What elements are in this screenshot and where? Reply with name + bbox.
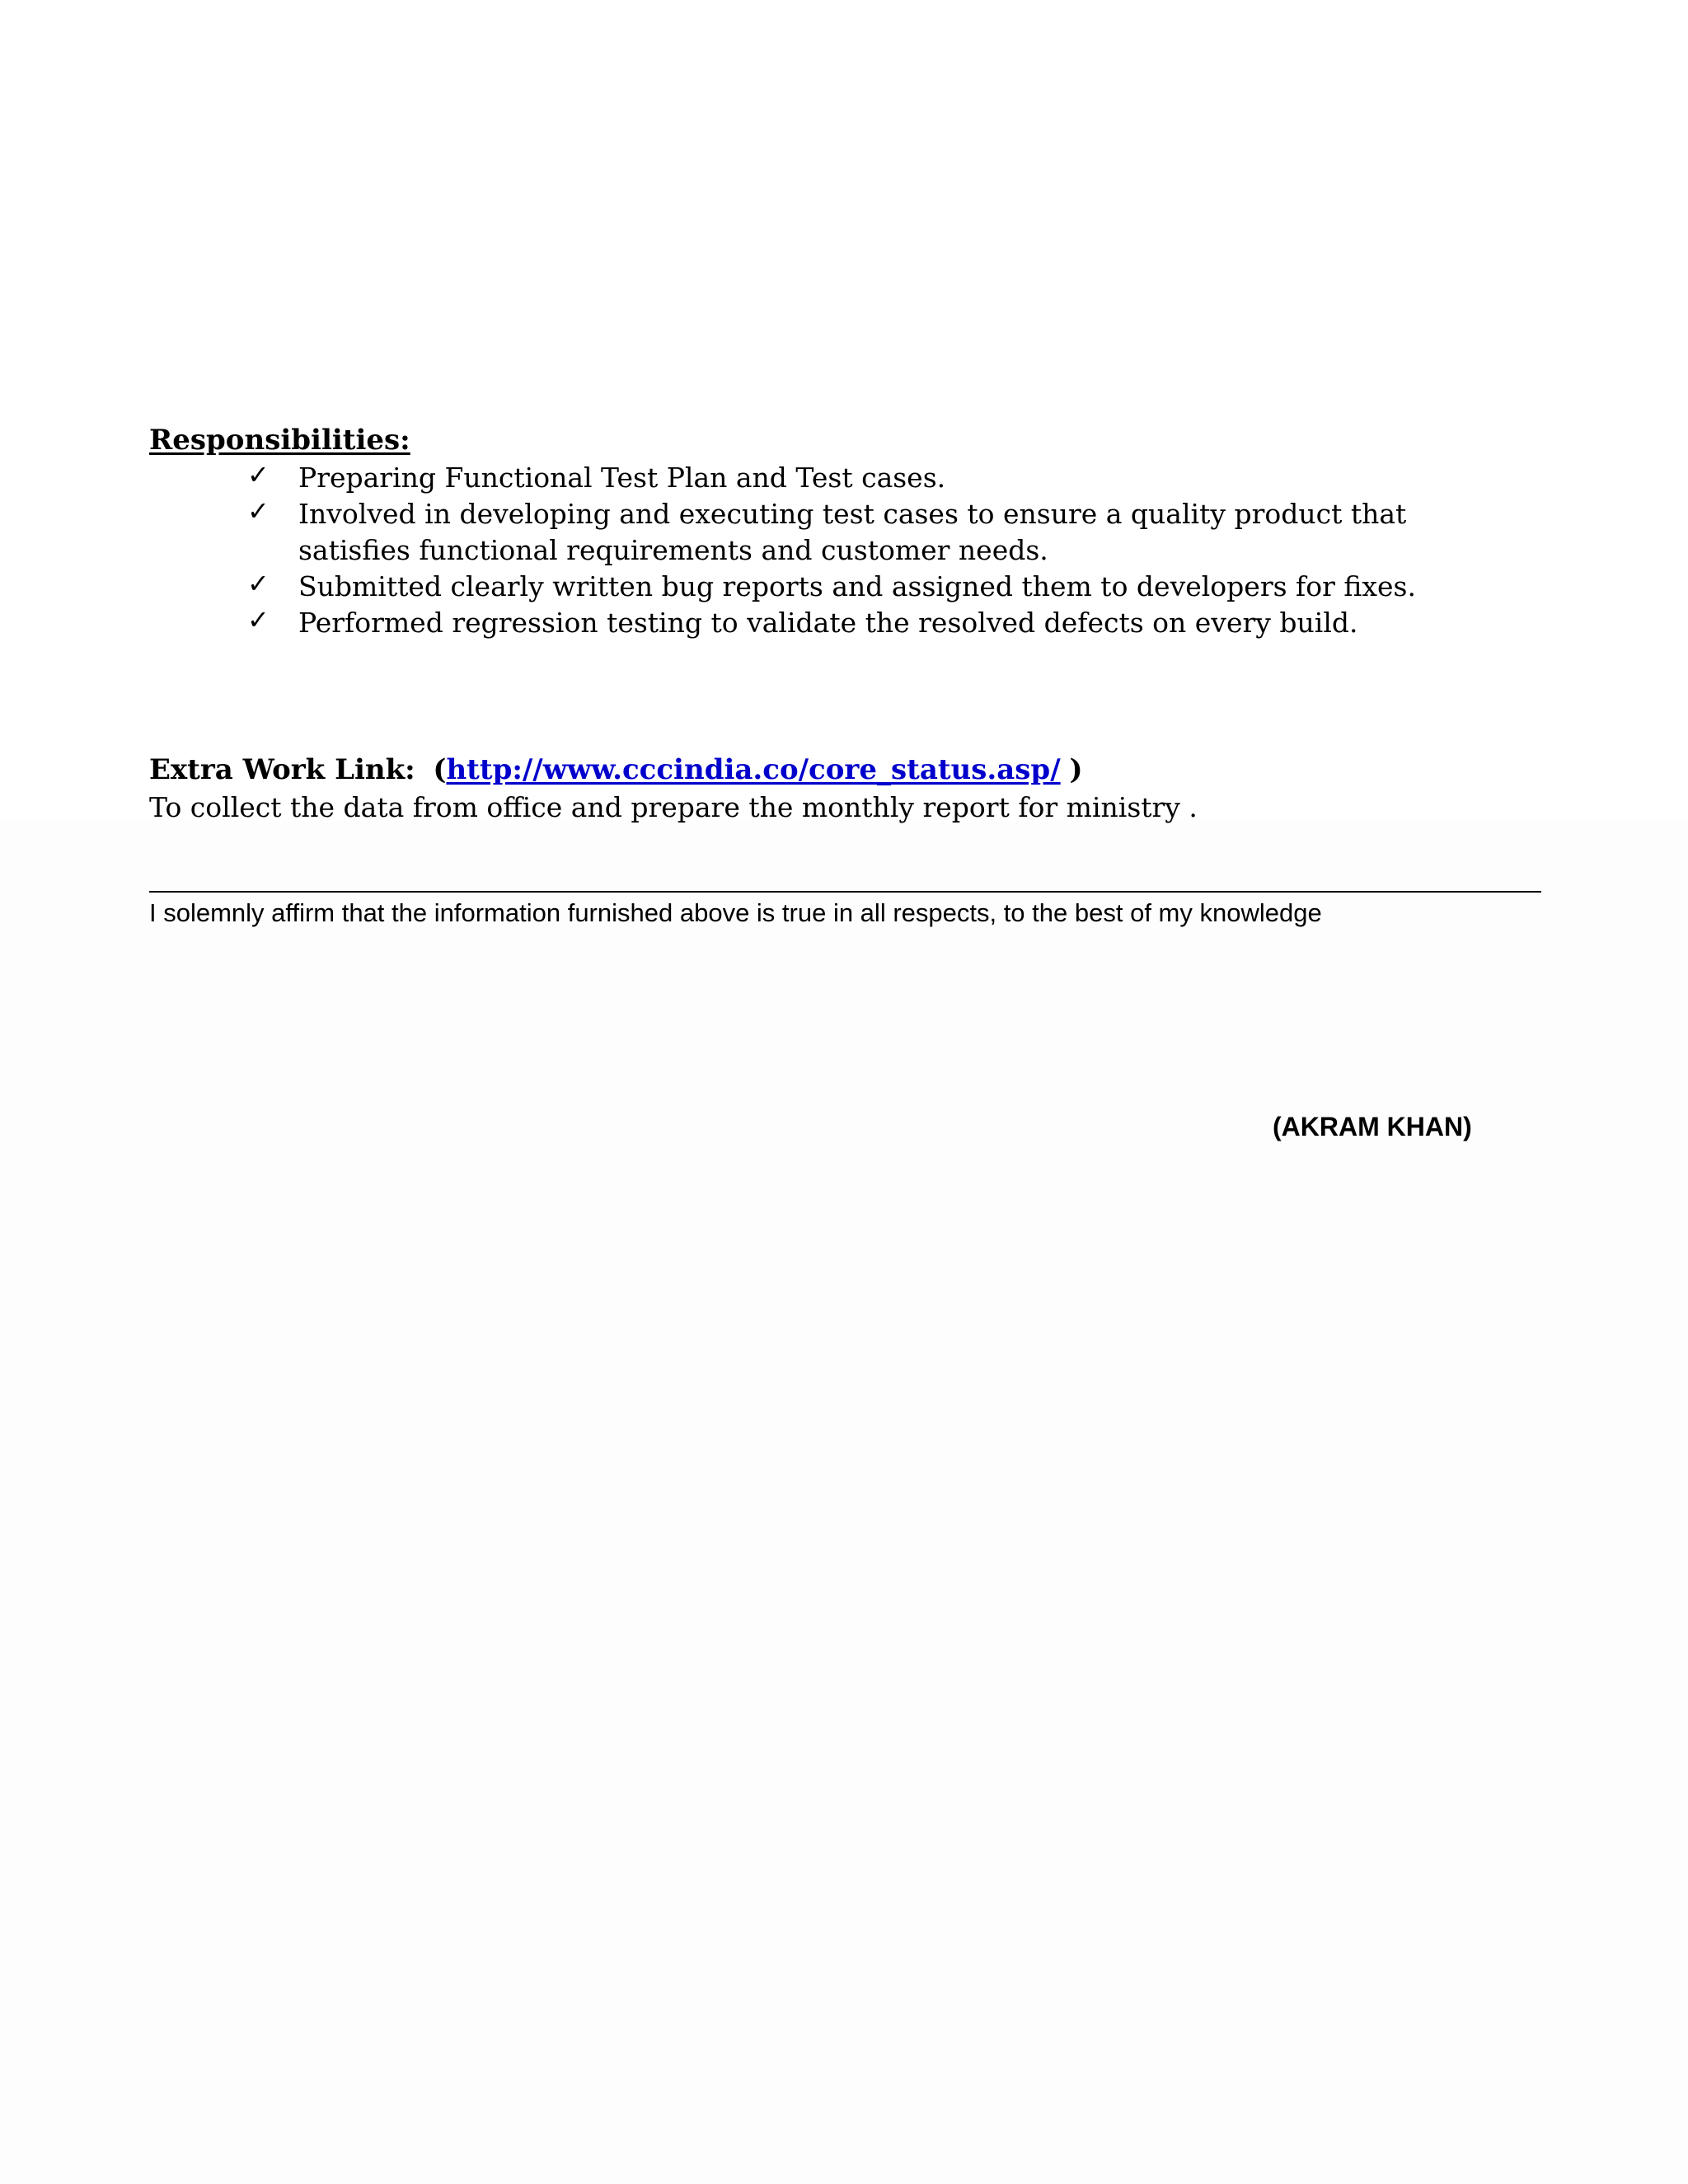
- extra-work-description: To collect the data from office and prepare the monthly report for ministry .: [149, 791, 1198, 823]
- list-item: [247, 569, 1484, 605]
- responsibilities-heading: Responsibilities:: [149, 424, 410, 457]
- responsibilities-list: [247, 460, 1484, 641]
- responsibility-text: Preparing Functional Test Plan and Test cases.: [298, 462, 946, 494]
- responsibility-text: Submitted clearly written bug reports and assigned them to developers for fixes.: [298, 570, 1416, 602]
- extra-work-line: [149, 753, 1083, 786]
- extra-work-link[interactable]: http://www.cccindia.co/core_status.asp/: [446, 753, 1061, 786]
- responsibility-text: Performed regression testing to validate the resolved defects on every build.: [298, 607, 1358, 639]
- checkmark-icon: ✓: [247, 459, 270, 490]
- close-paren: ): [1069, 753, 1083, 786]
- responsibility-text: Involved in developing and executing test cases to ensure a quality product that satisfies functional requirements and customer needs.: [298, 498, 1407, 566]
- declaration-text: I solemnly affirm that the information furnished above is true in all respects, to the best of my knowledge: [149, 898, 1322, 927]
- divider: [149, 891, 1541, 893]
- checkmark-icon: ✓: [247, 495, 270, 527]
- checkmark-icon: ✓: [247, 568, 270, 599]
- checkmark-icon: ✓: [247, 604, 270, 635]
- open-paren: (: [433, 753, 447, 786]
- list-item: [247, 496, 1484, 569]
- extra-work-label: Extra Work Link:: [149, 753, 415, 786]
- signature-name: (AKRAM KHAN): [1273, 1112, 1472, 1141]
- list-item: [247, 460, 1484, 496]
- list-item: [247, 605, 1484, 641]
